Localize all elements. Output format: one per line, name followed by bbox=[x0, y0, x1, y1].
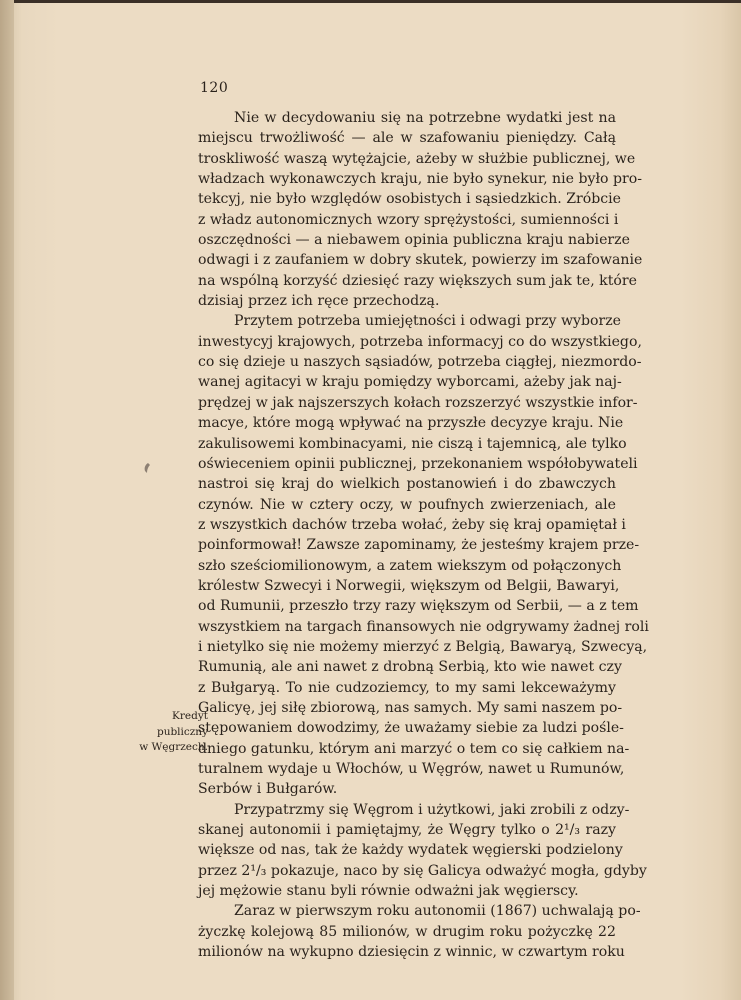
text-line: czynów. Nie w cztery oczy, w poufnych zwierzeniach, ale bbox=[198, 496, 616, 513]
text-line: Przypatrzmy się Węgrom i użytkowi, jaki zrobili z odzy- bbox=[234, 801, 630, 818]
text-line: z władz autonomicznych wzory sprężystości, sumienności i bbox=[198, 211, 619, 228]
text-line: milionów na wykupno dziesięcin z winnic, w czwartym roku bbox=[198, 944, 625, 961]
text-line: Zaraz w pierwszym roku autonomii (1867) uchwalają po- bbox=[234, 903, 641, 920]
margin-note bbox=[128, 709, 208, 756]
text-line: dniego gatunku, którym ani marzyć o tem co się całkiem na- bbox=[198, 740, 630, 757]
text-line: miejscu trwożliwość — ale w szafowaniu pieniędzy. Całą bbox=[198, 130, 616, 147]
text-line: Rumunią, ale ani nawet z drobną Serbią, kto wie nawet czy bbox=[198, 659, 622, 676]
text-line: jej mężowie stanu byli równie odważni jak węgierscy. bbox=[198, 883, 579, 900]
text-line: troskliwość waszą wytężajcie, ażeby w służbie publicznej, we bbox=[198, 150, 636, 167]
paragraph bbox=[198, 311, 649, 799]
text-line: szło sześciomilionowym, a zatem wiekszym od połączonych bbox=[198, 557, 622, 574]
text-line: życzkę kolejową 85 milionów, w drugim roku pożyczkę 22 bbox=[198, 923, 616, 940]
text-line: na wspólną korzyść dziesięć razy większych sum jak te, które bbox=[198, 272, 637, 289]
ink-smudge-mark bbox=[142, 462, 152, 474]
text-line: stępowaniem dowodzimy, że uważamy siebie za ludzi pośle- bbox=[198, 720, 624, 737]
text-line: i nietylko się nie możemy mierzyć z Belgią, Bawaryą, Szwecyą, bbox=[198, 638, 648, 655]
text-line: Nie w decydowaniu się na potrzebne wydatki jest na bbox=[234, 110, 616, 126]
text-line: władzach wykonawczych kraju, nie było synekur, nie było pro- bbox=[198, 171, 642, 188]
text-line: macye, które mogą wpływać na przyszłe decyzye kraju. Nie bbox=[198, 415, 624, 432]
text-line: Galicyę, jej siłę zbiorową, nas samych. My sami naszem po- bbox=[198, 699, 623, 716]
text-line: Serbów i Bułgarów. bbox=[198, 781, 338, 798]
text-line: oszczędności — a niebawem opinia publiczna kraju nabierze bbox=[198, 232, 630, 249]
body-text bbox=[198, 108, 649, 962]
text-line: turalnem wydaje u Włochów, u Węgrów, nawet u Rumunów, bbox=[198, 761, 625, 777]
binding-gutter bbox=[0, 0, 14, 1000]
paragraph bbox=[198, 800, 647, 902]
text-line: większe od nas, tak że każdy wydatek węgierski podzielony bbox=[198, 842, 623, 859]
text-line: odwagi i z zaufaniem w dobry skutek, powierzy im szafowanie bbox=[198, 252, 643, 269]
page-top-edge bbox=[0, 0, 741, 3]
text-line: z Bułgaryą. To nie cudzoziemcy, to my sami lekceważymy bbox=[198, 679, 616, 696]
text-line: przez 2¹/₃ pokazuje, naco by się Galicya odważyć mogła, gdyby bbox=[198, 862, 647, 879]
text-line: co się dzieje u naszych sąsiadów, potrzeba ciągłej, niezmordo- bbox=[198, 354, 642, 371]
text-line: dzisiaj przez ich ręce przechodzą. bbox=[198, 293, 440, 310]
margin-note-line: publiczny bbox=[156, 725, 208, 738]
text-line: poinformował! Zawsze zapominamy, że jesteśmy krajem prze- bbox=[198, 537, 640, 554]
text-line: prędzej w jak najszerszych kołach rozszerzyć wszystkie infor- bbox=[198, 394, 638, 411]
text-line: zakulisowemi kombinacyami, nie ciszą i tajemnicą, ale tylko bbox=[198, 435, 627, 452]
paragraph bbox=[198, 901, 641, 962]
margin-note-line: w Węgrzech. bbox=[139, 741, 208, 753]
paragraph bbox=[198, 108, 643, 311]
text-line: wszystkiem na targach finansowych nie odgrywamy żadnej roli bbox=[198, 618, 649, 635]
page-number: 120 bbox=[200, 80, 229, 96]
text-line: nastroi się kraj do wielkich postanowień i do zbawczych bbox=[198, 476, 616, 493]
text-line: skanej autonomii i pamiętajmy, że Węgry tylko o 2¹/₃ razy bbox=[198, 822, 616, 839]
text-line: z wszystkich dachów trzeba wołać, żeby się kraj opamiętał i bbox=[198, 516, 626, 533]
margin-note-line: Kredyt bbox=[172, 710, 208, 722]
text-line: tekcyj, nie było względów osobistych i sąsiedzkich. Zróbcie bbox=[198, 191, 622, 208]
text-line: od Rumunii, przeszło trzy razy większym od Serbii, — a z tem bbox=[198, 598, 639, 615]
text-line: wanej agitacyi w kraju pomiędzy wyborcami, ażeby jak naj- bbox=[198, 374, 622, 391]
text-line: oświeceniem opinii publicznej, przekonaniem współobywateli bbox=[198, 455, 638, 472]
text-line: inwestycyj krajowych, potrzeba informacyj co do wszystkiego, bbox=[198, 333, 642, 350]
text-line: Przytem potrzeba umiejętności i odwagi przy wyborze bbox=[234, 313, 622, 330]
text-line: królestw Szwecyi i Norwegii, większym od Belgii, Bawaryi, bbox=[198, 577, 620, 594]
